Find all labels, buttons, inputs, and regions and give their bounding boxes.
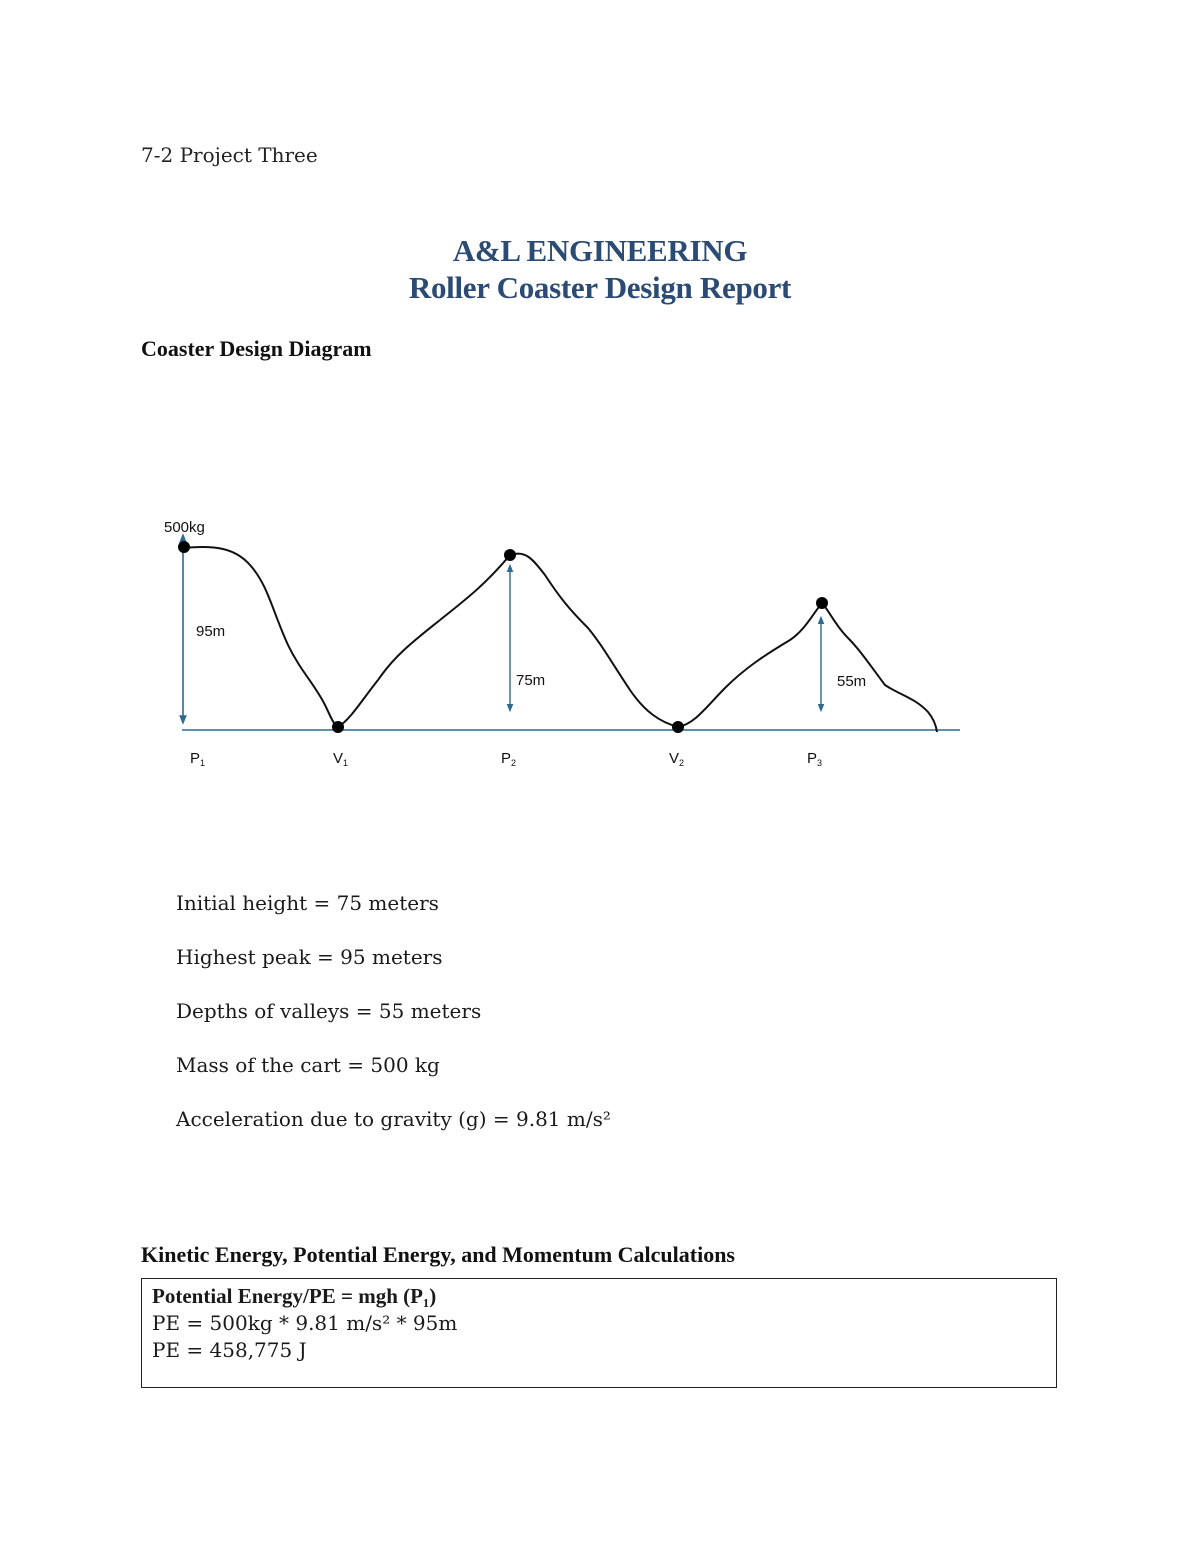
param-initial-height: Initial height = 75 meters [176,891,439,915]
point-v1-dot [332,721,344,733]
diagram-heading: Coaster Design Diagram [141,336,372,361]
point-label-p1: $P_1$ [190,750,206,768]
point-label-p3: $P_3$ [807,750,823,768]
calculation-box [141,1278,1057,1388]
param-valley-depth: Depths of valleys = 55 meters [176,999,482,1023]
calc-line: PE = 500kg * 9.81 m/s² * 95m [152,1311,458,1335]
point-p2-dot [504,549,516,561]
height-label-p3: 55m [837,673,867,690]
page-label: 7-2 Project Three [141,143,318,167]
company-name: A&L ENGINEERING [452,233,748,268]
param-gravity: Acceleration due to gravity (g) = 9.81 m/s² [176,1107,611,1131]
param-cart-mass: Mass of the cart = 500 kg [176,1053,440,1077]
height-label-p2: 75m [516,672,546,689]
point-label-v2: $V_2$ [669,750,685,768]
point-label-v1: $V_1$ [333,750,349,768]
calc-line: PE = 458,775 J [152,1338,307,1362]
point-p3-dot [816,597,828,609]
mass-label: 500kg [164,519,205,536]
parameter-list [176,888,611,1158]
point-v2-dot [672,721,684,733]
calc-formula-heading: Potential Energy/PE = mgh (P₁) [152,1284,437,1308]
height-label-p1: 95m [196,623,226,640]
point-p1-dot [178,541,190,553]
coaster-track [184,547,937,732]
calc-heading: Kinetic Energy, Potential Energy, and Momentum Calculations [141,1242,735,1267]
param-highest-peak: Highest peak = 95 meters [176,945,443,969]
report-title [0,232,1200,306]
report-subtitle: Roller Coaster Design Report [408,270,792,305]
point-label-p2: $P_2$ [501,750,517,768]
coaster-diagram [140,500,980,790]
